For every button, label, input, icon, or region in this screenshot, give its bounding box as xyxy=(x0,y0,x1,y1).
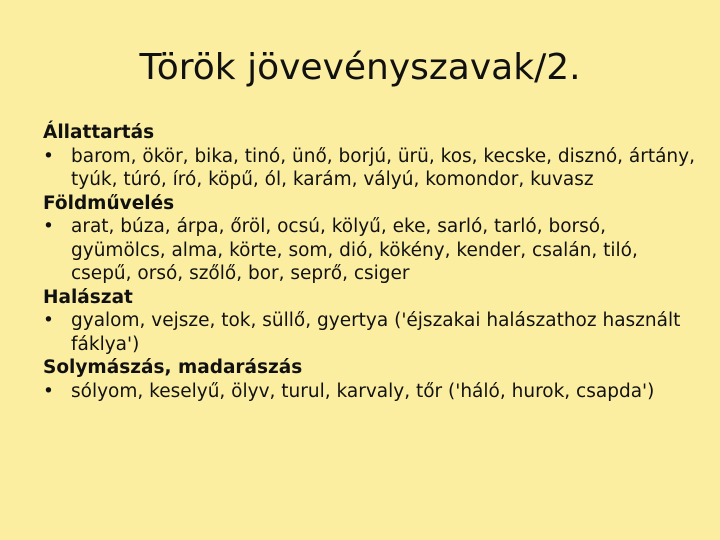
bullet-text: barom, ökör, bika, tinó, ünő, borjú, ürü, kos, kecske, disznó, ártány, tyúk, túró, író, köpű, ól, karám, vályú, komondor, kuvasz xyxy=(71,145,695,190)
section-heading: Állattartás xyxy=(43,122,155,143)
section-heading: Halászat xyxy=(43,286,133,308)
bullet-icon: • xyxy=(43,380,54,402)
section-heading: Solymászás, madarászás xyxy=(43,357,303,378)
bullet-icon: • xyxy=(43,145,54,167)
section-allattartas xyxy=(43,121,703,192)
bullet-text: sólyom, keselyű, ölyv, turul, karvaly, tőr ('háló, hurok, csapda') xyxy=(71,380,655,402)
section-heading: Földművelés xyxy=(43,192,175,214)
bullet-icon: • xyxy=(43,216,54,237)
section-foldmuveles xyxy=(43,192,703,286)
slide-title: Török jövevényszavak/2. xyxy=(139,47,581,88)
section-halaszat xyxy=(43,286,703,357)
bullet-text: gyalom, vejsze, tok, süllő, gyertya ('éjszakai halászathoz használt fáklya') xyxy=(71,310,681,355)
bullet-item xyxy=(43,145,703,192)
bullet-item xyxy=(43,215,703,286)
bullet-icon: • xyxy=(43,310,54,331)
section-solymaszas xyxy=(43,356,703,403)
bullet-text: arat, búza, árpa, őröl, ocsú, kölyű, eke, sarló, tarló, borsó, gyümölcs, alma, körte, som, dió, kökény, kender, csalán, tiló, csepű, orsó, szőlő, bor, seprő, csiger xyxy=(71,216,638,284)
bullet-item xyxy=(43,380,703,404)
slide-content xyxy=(43,121,703,403)
bullet-item xyxy=(43,309,703,356)
